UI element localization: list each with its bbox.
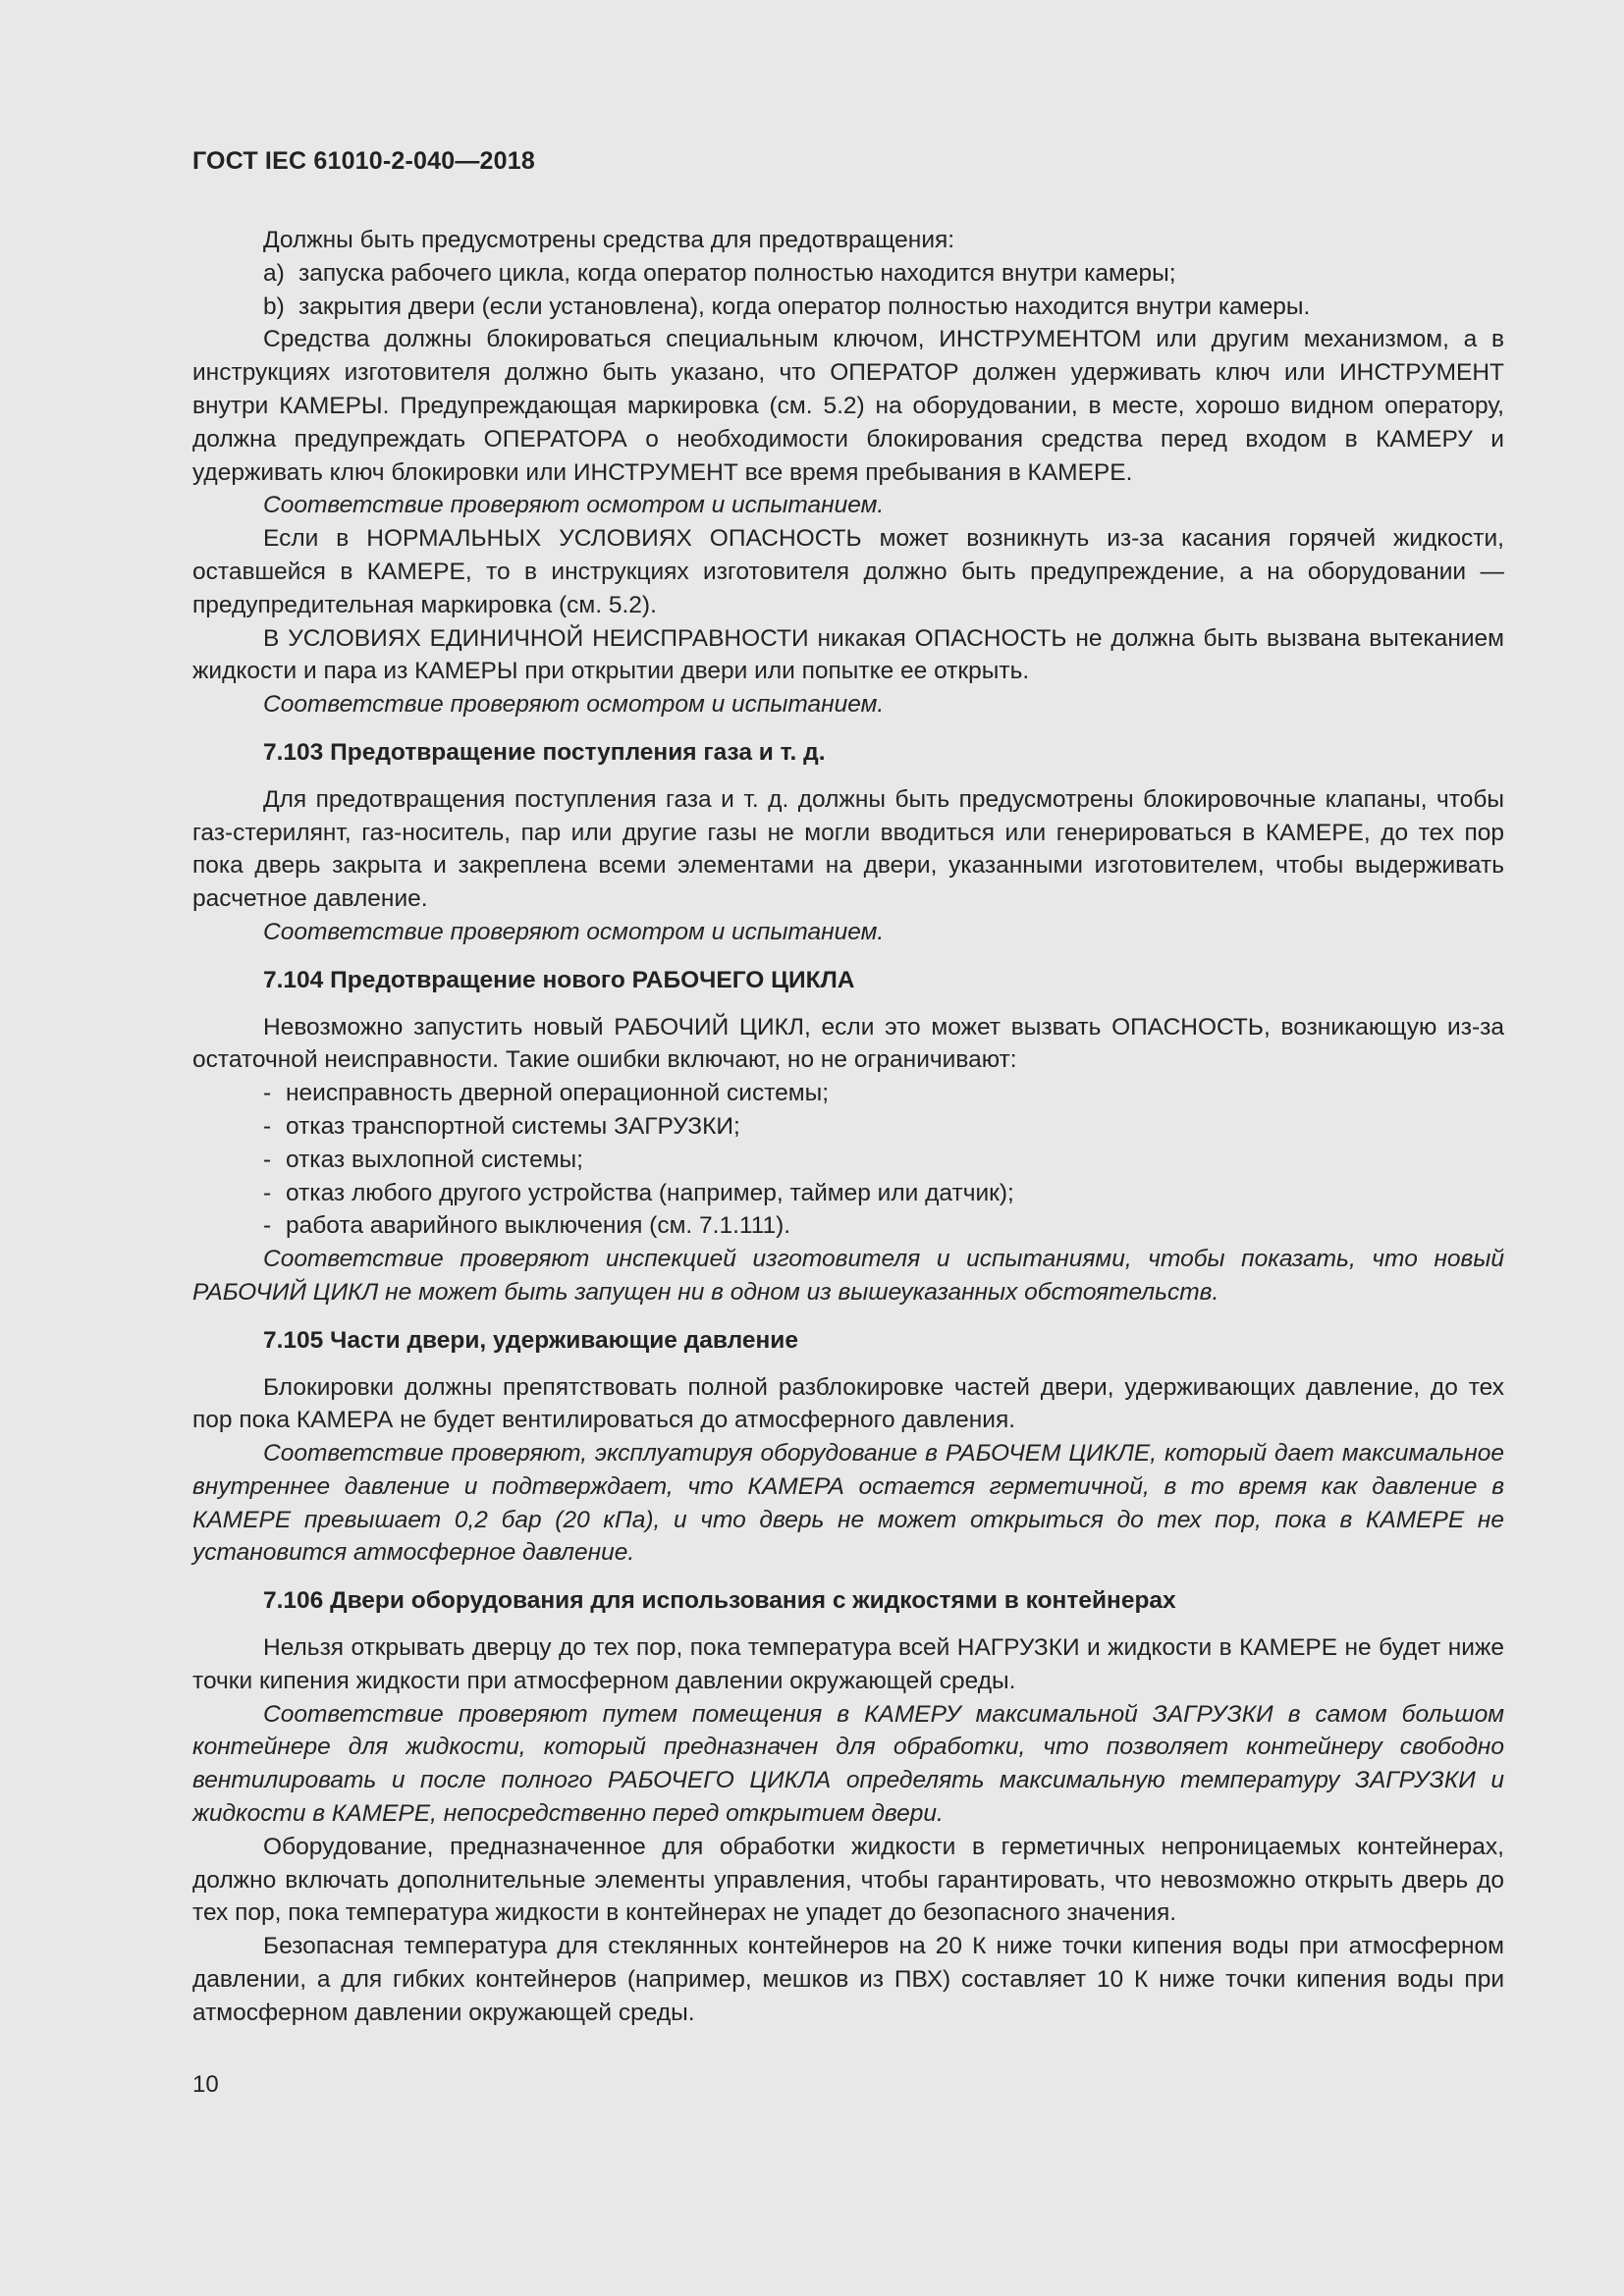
list-marker: - (263, 1080, 272, 1107)
list-item-text: закрытия двери (если установлена), когда оператор полностью находится внутри камеры. (298, 293, 1311, 320)
compliance-check: Соответствие проверяют инспекцией изготовителя и испытаниями, чтобы показать, что новый РАБОЧИЙ ЦИКЛ не может быть запущен ни в одном из вышеуказанных обстоятельств. (192, 1246, 1504, 1306)
section-heading-7-105: 7.105 Части двери, удерживающие давление (263, 1326, 798, 1354)
section-heading-7-103: 7.103 Предотвращение поступления газа и т. д. (263, 738, 826, 766)
list-item (192, 1209, 1504, 1243)
page-number: 10 (192, 2071, 219, 2098)
paragraph: Блокировки должны препятствовать полной разблокировке частей двери, удерживающих давление, до тех пор пока КАМЕРА не будет вентилироваться до атмосферного давления. (192, 1373, 1504, 1434)
document-header: ГОСТ IEC 61010-2-040—2018 (192, 147, 535, 175)
list-marker: - (263, 1112, 272, 1140)
list-item (192, 291, 1504, 324)
compliance-check: Соответствие проверяют осмотром и испытанием. (263, 918, 885, 945)
intro-lead: Должны быть предусмотрены средства для предотвращения: (263, 227, 955, 253)
list-marker: b) (263, 293, 285, 320)
section-heading-7-104: 7.104 Предотвращение нового РАБОЧЕГО ЦИКЛА (263, 966, 855, 993)
paragraph: Для предотвращения поступления газа и т. д. должны быть предусмотрены блокировочные клапаны, чтобы газ-стерилянт, газ-носитель, пар или другие газы не могли вводиться или генерироваться в КАМЕРЕ, до тех пор пока дверь закрыта и закреплена всеми элементами на двери, указанными изготовителем, чтобы выдерживать расчетное давление. (192, 785, 1504, 913)
list-marker: - (263, 1212, 272, 1240)
compliance-check: Соответствие проверяют путем помещения в КАМЕРУ максимальной ЗАГРУЗКИ в самом большом контейнере для жидкости, который предназначен для обработки, что позволяет контейнеру свободно вентилировать и после полного РАБОЧЕГО ЦИКЛА определять максимальную температуру ЗАГРУЗКИ и жидкости в КАМЕРЕ, непосредственно перед открытием двери. (192, 1700, 1504, 1828)
list-item-text: запуска рабочего цикла, когда оператор полностью находится внутри камеры; (298, 259, 1176, 287)
list-marker: a) (263, 259, 285, 287)
compliance-check: Соответствие проверяют осмотром и испытанием. (263, 492, 885, 519)
list-marker: - (263, 1179, 272, 1206)
paragraph: Средства должны блокироваться специальным ключом, ИНСТРУМЕНТОМ или другим механизмом, а в инструкциях изготовителя должно быть указано, что ОПЕРАТОР должен удерживать ключ или ИНСТРУМЕНТ внутри КАМЕРЫ. Предупреждающая маркировка (см. 5.2) на оборудовании, в месте, хорошо видном оператору, должна предупреждать ОПЕРАТОРА о необходимости блокирования средства перед входом в КАМЕРУ и удерживать ключ блокировки или ИНСТРУМЕНТ все время пребывания в КАМЕРЕ. (192, 326, 1504, 486)
list-marker: - (263, 1146, 272, 1173)
list-item-text: отказ выхлопной системы; (286, 1146, 583, 1173)
list-item (192, 257, 1504, 291)
paragraph: Если в НОРМАЛЬНЫХ УСЛОВИЯХ ОПАСНОСТЬ может возникнуть из-за касания горячей жидкости, оставшейся в КАМЕРЕ, то в инструкциях изготовителя должно быть предупреждение, а на оборудовании — предупредительная маркировка (см. 5.2). (192, 525, 1504, 618)
list-item (192, 1177, 1504, 1210)
list-item-text: неисправность дверной операционной системы; (286, 1080, 830, 1107)
paragraph: Оборудование, предназначенное для обработки жидкости в герметичных непроницаемых контейнерах, должно включать дополнительные элементы управления, чтобы гарантировать, что невозможно открыть дверь до тех пор, пока температура жидкости в контейнерах не упадет до безопасного значения. (192, 1833, 1504, 1927)
compliance-check: Соответствие проверяют осмотром и испытанием. (263, 691, 885, 719)
paragraph: Безопасная температура для стеклянных контейнеров на 20 К ниже точки кипения воды при атмосферном давлении, а для гибких контейнеров (например, мешков из ПВХ) составляет 10 К ниже точки кипения воды при атмосферном давлении окружающей среды. (192, 1933, 1504, 2026)
list-item (192, 1077, 1504, 1110)
paragraph: В УСЛОВИЯХ ЕДИНИЧНОЙ НЕИСПРАВНОСТИ никакая ОПАСНОСТЬ не должна быть вызвана вытеканием жидкости и пара из КАМЕРЫ при открытии двери или попытке ее открыть. (192, 624, 1504, 685)
section-heading-7-106: 7.106 Двери оборудования для использования с жидкостями в контейнерах (263, 1587, 1176, 1615)
list-item (192, 1144, 1504, 1177)
compliance-check: Соответствие проверяют, эксплуатируя оборудование в РАБОЧЕМ ЦИКЛЕ, который дает максимальное внутреннее давление и подтверждает, что КАМЕРА остается герметичной, в то время как давление в КАМЕРЕ превышает 0,2 бар (20 кПа), и что дверь не может открыться до тех пор, пока в КАМЕРЕ не установится атмосферное давление. (192, 1440, 1504, 1567)
document-body (192, 224, 1504, 2030)
list-item-text: работа аварийного выключения (см. 7.1.111). (286, 1212, 791, 1240)
list-item-text: отказ любого другого устройства (например, таймер или датчик); (286, 1179, 1014, 1206)
list-item (192, 1110, 1504, 1144)
paragraph: Нельзя открывать дверцу до тех пор, пока температура всей НАГРУЗКИ и жидкости в КАМЕРЕ не будет ниже точки кипения жидкости при атмосферном давлении окружающей среды. (192, 1634, 1504, 1694)
list-item-text: отказ транспортной системы ЗАГРУЗКИ; (286, 1112, 740, 1140)
paragraph: Невозможно запустить новый РАБОЧИЙ ЦИКЛ, если это может вызвать ОПАСНОСТЬ, возникающую из-за остаточной неисправности. Такие ошибки включают, но не ограничивают: (192, 1013, 1504, 1074)
